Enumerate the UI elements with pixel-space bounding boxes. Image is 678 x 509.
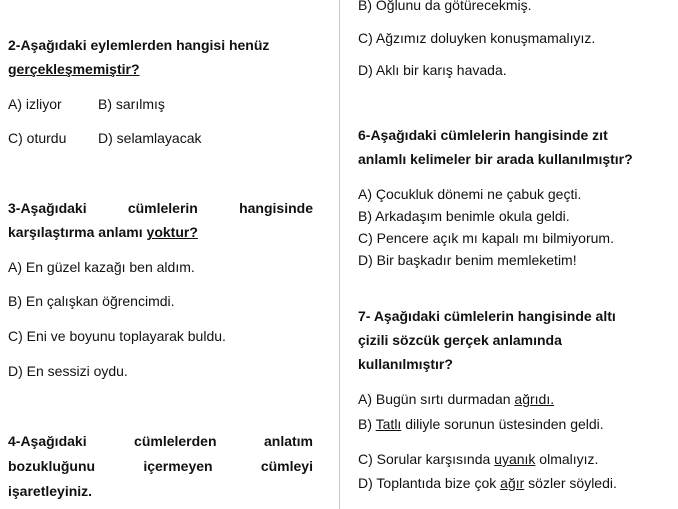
question-7-option-a xyxy=(358,390,554,408)
question-3-line2-plain: karşılaştırma anlamı xyxy=(8,224,147,240)
question-3-word-3: hangisinde xyxy=(239,200,313,216)
question-6-option-a: A) Çocukluk dönemi ne çabuk geçti. xyxy=(358,186,582,202)
question-2-option-c: C) oturdu xyxy=(8,130,67,146)
question-7-text-line1: 7- Aşağıdaki cümlelerin hangisinde altı xyxy=(358,308,616,324)
question-6-option-c: C) Pencere açık mı kapalı mı bilmiyorum. xyxy=(358,230,614,246)
question-5-option-d: D) Aklı bir karış havada. xyxy=(358,62,507,78)
question-2-option-d: D) selamlayacak xyxy=(98,130,202,146)
question-6-text-line1: 6-Aşağıdaki cümlelerin hangisinde zıt xyxy=(358,127,608,143)
column-divider xyxy=(339,0,340,509)
question-6-option-b: B) Arkadaşım benimle okula geldi. xyxy=(358,208,570,224)
question-2-underlined-word: gerçekleşmemiştir? xyxy=(8,61,140,77)
question-2-option-b: B) sarılmış xyxy=(98,96,165,112)
question-4-word-5: içermeyen xyxy=(143,458,213,474)
question-7-option-b-underlined: Tatlı xyxy=(375,416,402,432)
question-4-text-line2 xyxy=(8,457,313,475)
question-7-option-c xyxy=(358,450,598,468)
question-7-option-b-prefix: B) xyxy=(358,416,376,432)
question-4-word-4: bozukluğunu xyxy=(8,458,96,474)
question-5-option-c: C) Ağzımız doluyken konuşmamalıyız. xyxy=(358,30,596,46)
question-4-word-3: anlatım xyxy=(263,433,313,449)
question-3-option-a: A) En güzel kazağı ben aldım. xyxy=(8,259,195,275)
question-7-option-c-underlined: uyanık xyxy=(494,451,536,467)
question-7-option-d-text: sözler söyledi. xyxy=(524,475,617,491)
question-4-text-line1 xyxy=(8,432,313,450)
question-3-word-2: cümlelerin xyxy=(127,200,198,216)
question-4-word-6: cümleyi xyxy=(260,458,313,474)
question-3-option-b: B) En çalışkan öğrencimdi. xyxy=(8,293,175,309)
question-5-option-b: B) Oğlunu da götürecekmiş. xyxy=(358,0,532,13)
question-7-option-b xyxy=(358,415,604,433)
question-4-word-2: cümlelerden xyxy=(134,433,217,449)
question-7-option-c-prefix: C) Sorular karşısında xyxy=(358,451,495,467)
question-2-option-a: A) izliyor xyxy=(8,96,62,112)
question-4-text-line3: işaretleyiniz. xyxy=(8,483,93,499)
question-7-option-a-underlined: ağrıdı. xyxy=(514,391,555,407)
question-2-text-line2 xyxy=(8,60,140,78)
question-7-option-b-text: diliyle sorunun üstesinden geldi. xyxy=(401,416,604,432)
question-4-word-1: 4-Aşağıdaki xyxy=(8,433,87,449)
question-3-option-c: C) Eni ve boyunu toplayarak buldu. xyxy=(8,328,226,344)
question-7-option-a-text: A) Bugün sırtı durmadan xyxy=(358,391,515,407)
question-3-underlined-word: yoktur? xyxy=(146,224,198,240)
question-7-option-d xyxy=(358,474,617,492)
question-3-word-1: 3-Aşağıdaki xyxy=(8,200,87,216)
question-3-option-d: D) En sessizi oydu. xyxy=(8,363,128,379)
question-3-text-line1 xyxy=(8,199,313,217)
question-6-option-d: D) Bir başkadır benim memleketim! xyxy=(358,252,577,268)
question-7-text-line3: kullanılmıştır? xyxy=(358,356,453,372)
question-6-text-line2: anlamlı kelimeler bir arada kullanılmıştır? xyxy=(358,151,633,167)
question-2-text-line1: 2-Aşağıdaki eylemlerden hangisi henüz xyxy=(8,37,270,53)
question-7-option-d-prefix: D) Toplantıda bize çok xyxy=(358,475,501,491)
question-7-text-line2: çizili sözcük gerçek anlamında xyxy=(358,332,562,348)
question-7-option-c-text: olmalıyız. xyxy=(535,451,599,467)
question-7-option-d-underlined: ağır xyxy=(500,475,525,491)
question-3-text-line2 xyxy=(8,223,198,241)
